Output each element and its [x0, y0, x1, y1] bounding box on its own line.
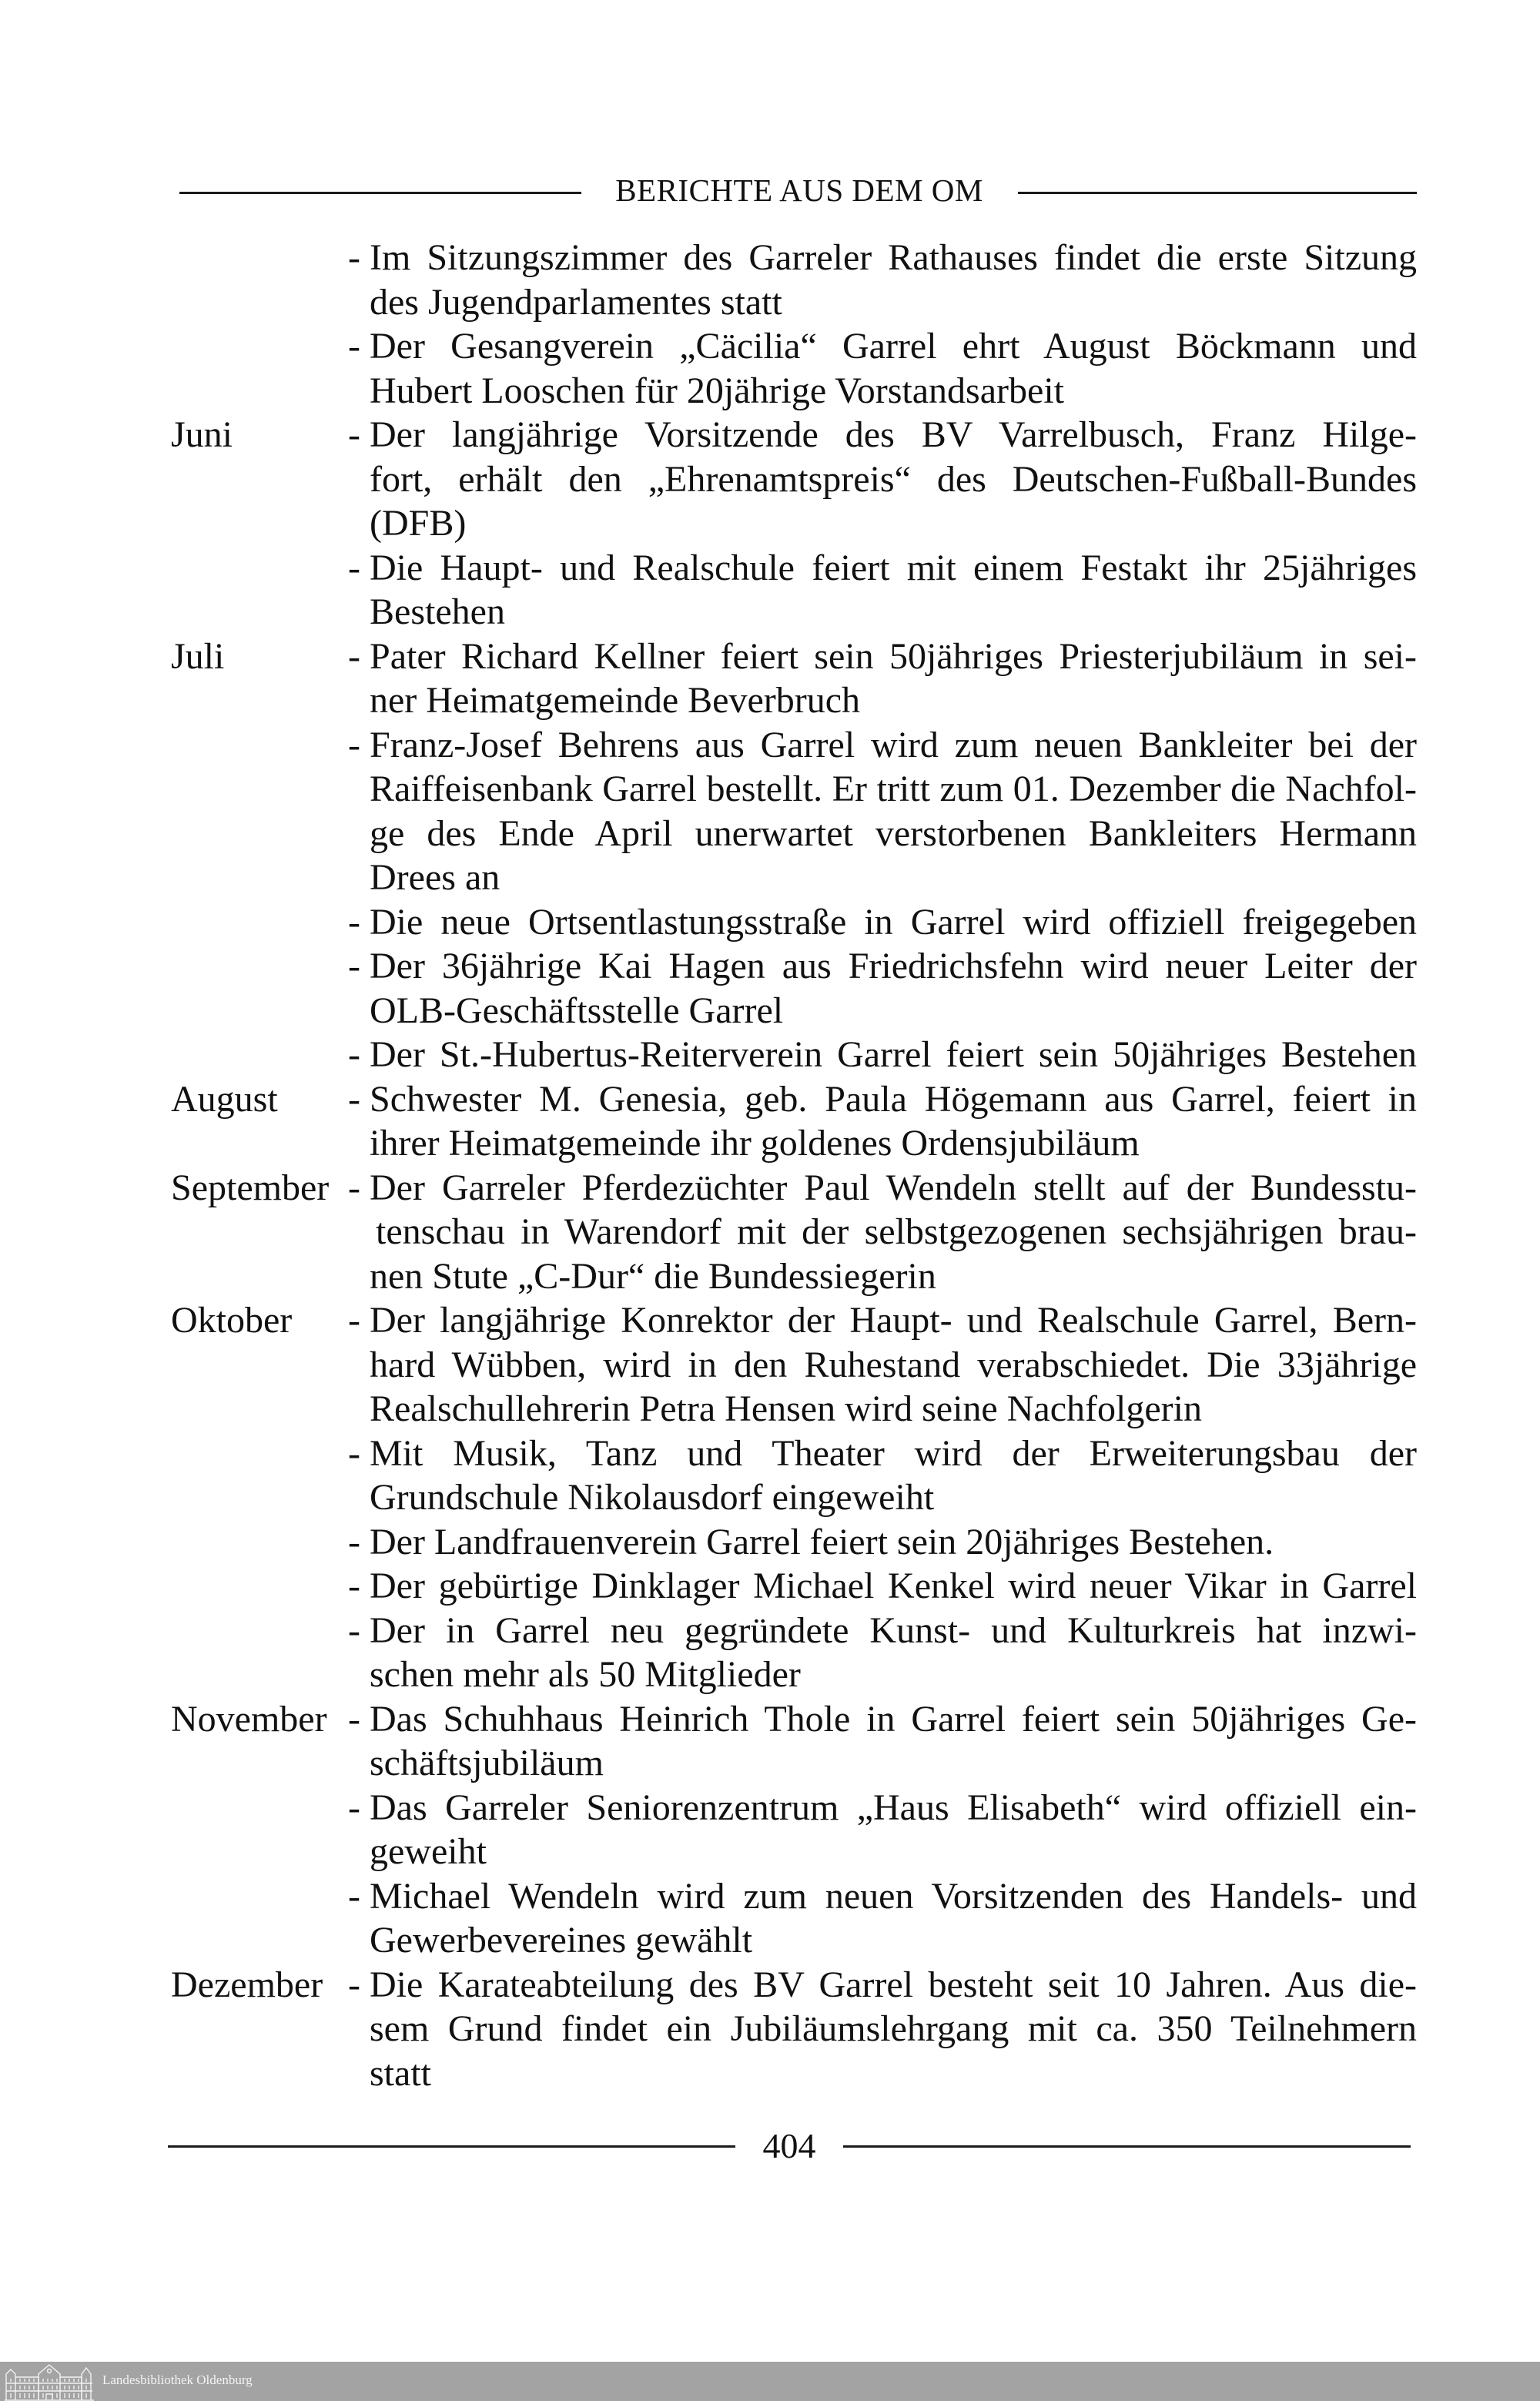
chronicle-line [0, 1121, 1540, 1166]
chronicle-line [0, 1963, 1540, 2008]
entry-text: Grundschule Nikolausdorf eingeweiht [370, 1477, 935, 1518]
chronicle-line [0, 236, 1540, 280]
entry-bullet-dash: - [348, 901, 360, 943]
entry-bullet-dash: - [348, 1566, 360, 1606]
entry-text: Die Karateabteilung des BV Garrel besteht seit 10 Jahren. Aus die- [370, 1964, 1417, 2005]
chronicle-line [0, 280, 1540, 325]
entry-text: schäftsjubiläum [370, 1743, 604, 1783]
entry-bullet-dash: - [348, 237, 360, 278]
entry-text: Gewerbevereines gewählt [370, 1920, 753, 1961]
chronicle-line [0, 1741, 1540, 1786]
entry-text: tenschau in Warendorf mit der selbstgezogenen sechsjährigen brau- [376, 1211, 1417, 1252]
chronicle-line [0, 457, 1540, 502]
chronicle-line [0, 1520, 1540, 1565]
entry-bullet-dash: - [348, 1964, 360, 2005]
entry-bullet-dash: - [348, 724, 360, 765]
chronicle-line [0, 767, 1540, 812]
header-rule-left [179, 192, 581, 194]
chronicle-line [0, 1475, 1540, 1520]
entry-bullet-dash: - [348, 1609, 360, 1651]
entry-text: statt [370, 2052, 431, 2094]
entry-text: Die neue Ortsentlastungsstraße in Garrel wird offiziell freigegeben [370, 901, 1417, 943]
entry-bullet-dash: - [348, 1698, 360, 1740]
month-label: November [171, 1698, 327, 1740]
entry-text: des Jugendparlamentes statt [370, 281, 782, 323]
month-label: September [171, 1167, 330, 1208]
library-footer-bar [0, 2362, 1540, 2401]
entry-text: ner Heimatgemeinde Beverbruch [370, 680, 861, 721]
entry-text: Der Gesangverein „Cäcilia“ Garrel ehrt August Böckmann und [370, 326, 1417, 367]
header-rule-right [1018, 192, 1417, 194]
chronicle-line [0, 1786, 1540, 1830]
chronicle-line [0, 1564, 1540, 1609]
chronicle-line [0, 2051, 1540, 2096]
month-label: Juni [171, 414, 233, 455]
entry-bullet-dash: - [348, 547, 360, 588]
entry-text: Der Landfrauenverein Garrel feiert sein 20jähriges Bestehen. [370, 1521, 1274, 1562]
entry-bullet-dash: - [348, 1034, 360, 1075]
entry-text: Realschullehrerin Petra Hensen wird seine Nachfolgerin [370, 1388, 1202, 1429]
chronicle-line [0, 413, 1540, 457]
chronicle-line [0, 1653, 1540, 1697]
entry-text: (DFB) [370, 503, 467, 544]
entry-text: hard Wübben, wird in den Ruhestand verabschiedet. Die 33jährige [370, 1344, 1417, 1385]
chronicle-line [0, 944, 1540, 989]
entry-text: sem Grund findet ein Jubiläumslehrgang mit ca. 350 Teilnehmern [370, 2008, 1417, 2049]
running-header-title: BERICHTE AUS DEM OM [615, 172, 983, 208]
entry-text: Hubert Looschen für 20jährige Vorstandsarbeit [370, 370, 1064, 411]
entry-bullet-dash: - [348, 1521, 360, 1562]
entry-bullet-dash: - [348, 414, 360, 455]
chronicle-line [0, 678, 1540, 723]
entry-bullet-dash: - [348, 1167, 360, 1208]
entry-text: Schwester M. Genesia, geb. Paula Högemann aus Garrel, feiert in [370, 1078, 1417, 1120]
entry-text: Das Schuhhaus Heinrich Thole in Garrel feiert sein 50jähriges Ge- [370, 1698, 1417, 1740]
entry-text: Pater Richard Kellner feiert sein 50jähriges Priesterjubiläum in sei- [370, 635, 1417, 677]
page-number: 404 [762, 2126, 816, 2165]
entry-text: Das Garreler Seniorenzentrum „Haus Elisabeth“ wird offiziell ein- [370, 1787, 1417, 1828]
library-name: Landesbibliothek Oldenburg [102, 2373, 253, 2387]
entry-text: schen mehr als 50 Mitglieder [370, 1654, 801, 1695]
chronicle-line [0, 501, 1540, 546]
entry-text: Drees an [370, 857, 500, 898]
entry-text: Der Garreler Pferdezüchter Paul Wendeln stellt auf der Bundesstu- [370, 1167, 1417, 1208]
entry-text: Bestehen [370, 591, 505, 632]
chronicle-line [0, 1918, 1540, 1963]
month-label: August [171, 1078, 278, 1120]
entry-text: Die Haupt- und Realschule feiert mit einem Festakt ihr 25jähriges [370, 547, 1417, 588]
chronicle-line [0, 1697, 1540, 1742]
entry-text: Mit Musik, Tanz und Theater wird der Erweiterungsbau der [370, 1432, 1417, 1474]
entry-bullet-dash: - [348, 946, 360, 986]
chronicle-line [0, 1432, 1540, 1476]
entry-text: Der gebürtige Dinklager Michael Kenkel wird neuer Vikar in Garrel [370, 1566, 1417, 1606]
month-label: Dezember [171, 1964, 323, 2005]
entry-bullet-dash: - [348, 1300, 360, 1341]
entry-bullet-dash: - [348, 1078, 360, 1120]
chronicle-line [0, 900, 1540, 945]
chronicle-line [0, 1874, 1540, 1919]
chronicle-line [0, 1033, 1540, 1077]
entry-text: Der langjährige Vorsitzende des BV Varrelbusch, Franz Hilge- [370, 414, 1417, 455]
page-number-rule-right [843, 2145, 1411, 2148]
chronicle-line [0, 635, 1540, 679]
entry-bullet-dash: - [348, 635, 360, 677]
entry-text: ihrer Heimatgemeinde ihr goldenes Ordensjubiläum [370, 1123, 1140, 1164]
chronicle-line [0, 1298, 1540, 1343]
entry-text: Der in Garrel neu gegründete Kunst- und Kulturkreis hat inzwi- [370, 1609, 1417, 1651]
entry-text: Michael Wendeln wird zum neuen Vorsitzenden des Handels- und [370, 1875, 1417, 1917]
month-label: Juli [171, 635, 225, 677]
library-building-icon [5, 2363, 94, 2401]
entry-text: fort, erhält den „Ehrenamtspreis“ des Deutschen-Fußball-Bundes [370, 458, 1417, 500]
chronicle-line [0, 1254, 1540, 1299]
entry-text: geweiht [370, 1831, 487, 1872]
chronicle-line [0, 723, 1540, 768]
chronicle-line [0, 324, 1540, 369]
chronicle-line [0, 2007, 1540, 2051]
chronicle-line [0, 590, 1540, 635]
entry-bullet-dash: - [348, 1432, 360, 1474]
entry-bullet-dash: - [348, 1787, 360, 1828]
entry-text: OLB-Geschäftsstelle Garrel [370, 990, 784, 1031]
month-label: Oktober [171, 1300, 293, 1341]
entry-text: Franz-Josef Behrens aus Garrel wird zum neuen Bankleiter bei der [370, 724, 1417, 765]
entry-text: nen Stute „C-Dur“ die Bundessiegerin [370, 1255, 936, 1297]
entry-bullet-dash: - [348, 326, 360, 367]
entry-text: Der langjährige Konrektor der Haupt- und Realschule Garrel, Bern- [370, 1300, 1417, 1341]
chronicle-line [0, 856, 1540, 900]
chronicle-line [0, 812, 1540, 856]
chronicle-line [0, 989, 1540, 1033]
chronicle-line [0, 1343, 1540, 1388]
chronicle-line [0, 369, 1540, 414]
entry-text: Im Sitzungszimmer des Garreler Rathauses findet die erste Sitzung [370, 237, 1417, 278]
chronicle-line [0, 1830, 1540, 1874]
entry-text: Raiffeisenbank Garrel bestellt. Er tritt zum 01. Dezember die Nachfol- [370, 769, 1417, 809]
chronicle-line [0, 1609, 1540, 1653]
chronicle-line [0, 1166, 1540, 1211]
entry-text: Der St.-Hubertus-Reiterverein Garrel feiert sein 50jähriges Bestehen [370, 1034, 1417, 1075]
chronicle-line [0, 546, 1540, 591]
entry-text: Der 36jährige Kai Hagen aus Friedrichsfehn wird neuer Leiter der [370, 946, 1417, 986]
entry-text: ge des Ende April unerwartet verstorbenen Bankleiters Hermann [370, 812, 1417, 854]
chronicle-line [0, 1077, 1540, 1122]
chronicle-line [0, 1387, 1540, 1432]
entry-bullet-dash: - [348, 1875, 360, 1917]
page-number-rule-left [168, 2145, 735, 2148]
chronicle-line [0, 1210, 1540, 1254]
